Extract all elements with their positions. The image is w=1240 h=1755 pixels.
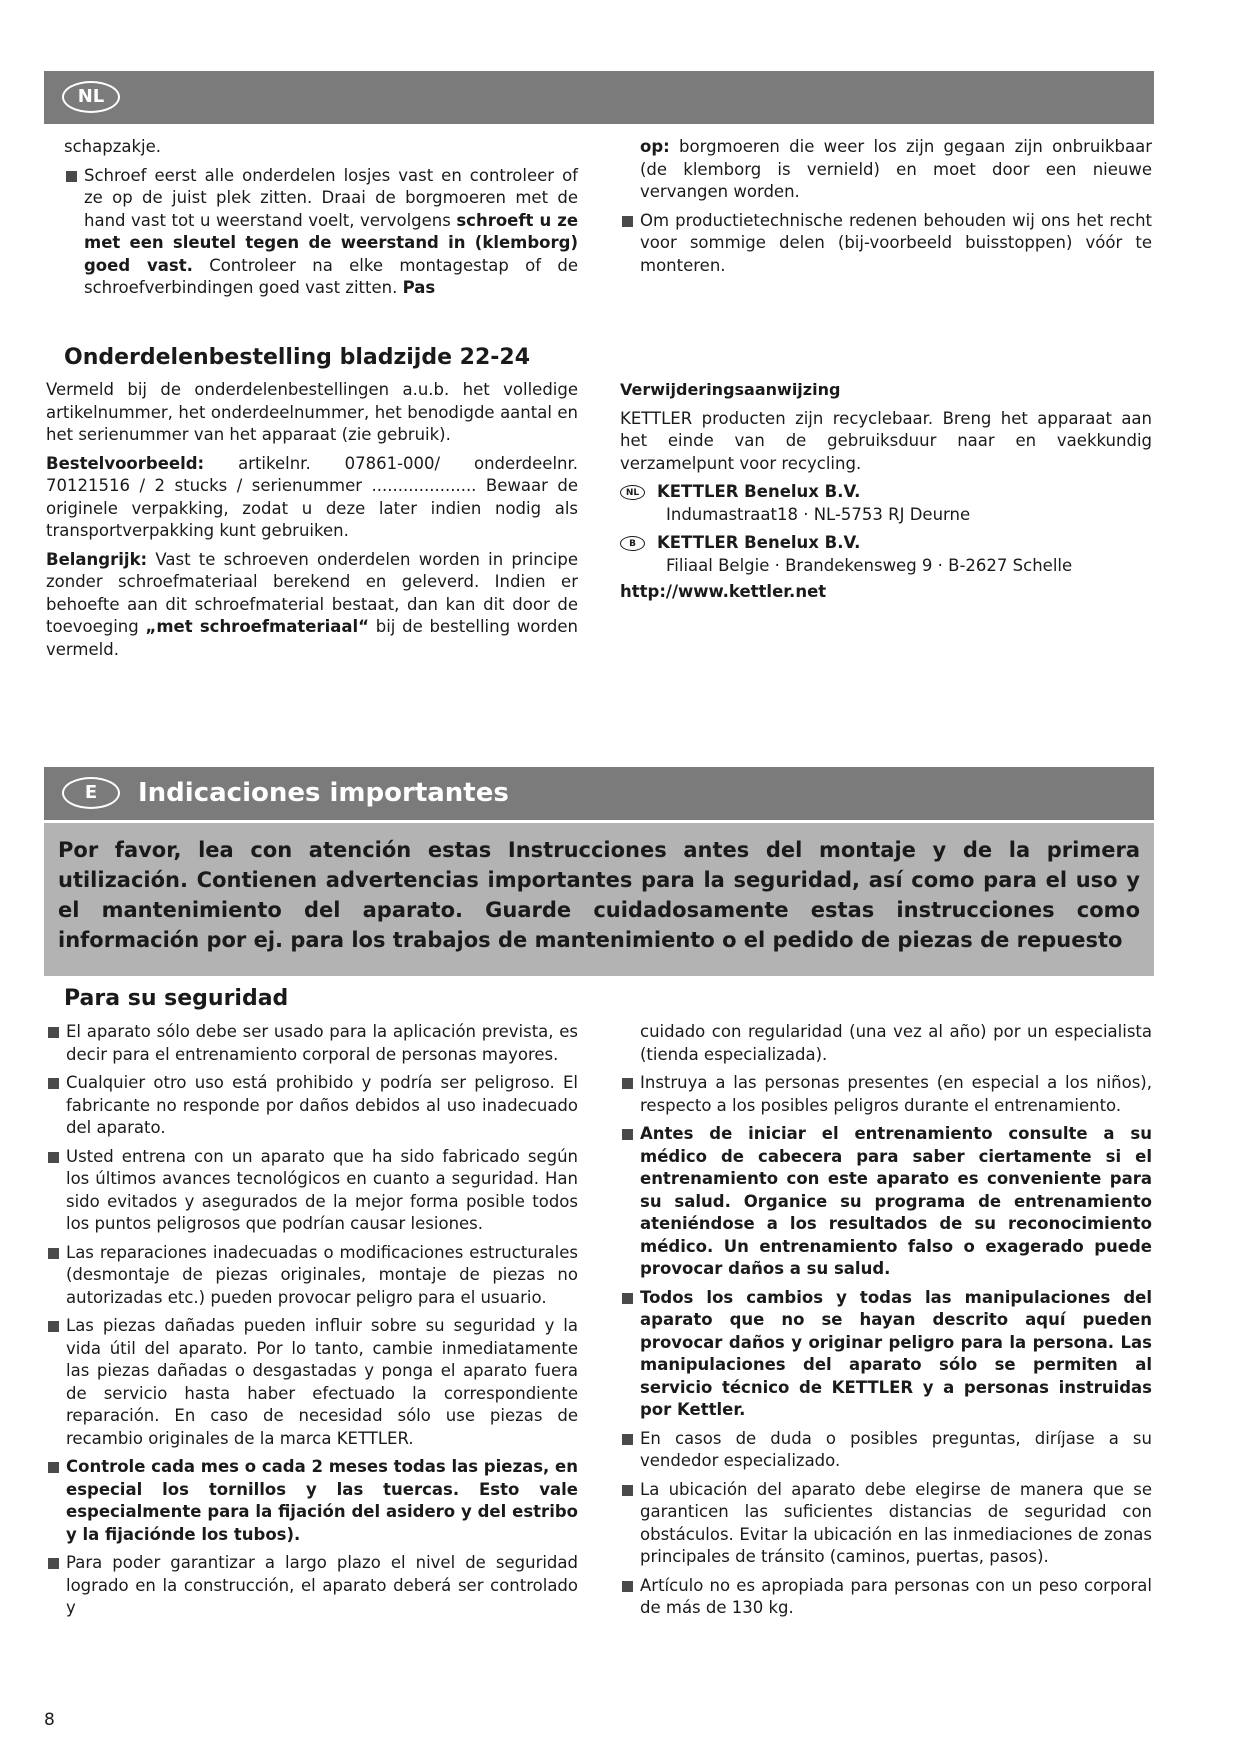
bullet-square-icon [622, 1129, 633, 1140]
country-b-badge: B [620, 536, 645, 551]
bullet-square-icon [48, 1248, 59, 1259]
country-nl-badge: NL [620, 485, 645, 500]
bullet-square-icon [66, 171, 77, 182]
list-item: Artículo no es apropiada para personas con un peso corporal de más de 130 kg. [620, 1575, 1152, 1620]
order-example: Bestelvoorbeeld: artikelnr. 07861-000/ onderdeelnr. 70121516 / 2 stucks / serienummer .................... Bewaar de originele verpakking, zodat u deze later indien nodig als transportverpakking kunt gebruiken. [46, 453, 578, 540]
continued-text: op: borgmoeren die weer los zijn gegaan zijn onbruikbaar (de klemborg is vernield) en moet door een nieuwe vervangen worden. [640, 137, 1152, 201]
disposal-section [620, 379, 1152, 604]
page-number: 8 [44, 1710, 55, 1730]
bullet-square-icon [622, 1293, 633, 1304]
list-item: Para poder garantizar a largo plazo el nivel de seguridad logrado en la construcción, el aparato deberá ser controlado y [46, 1552, 578, 1620]
list-item: La ubicación del aparato debe elegirse de manera que se garanticen las suficientes distancias de seguridad con obstáculos. Evitar la ubicación en las inmediaciones de zonas principales de tránsito (caminos, puertas, pasos). [620, 1479, 1152, 1569]
es-language-badge: E [62, 777, 120, 809]
list-item: El aparato sólo debe ser usado para la aplicación prevista, es decir para el entrenamiento corporal de personas mayores. [46, 1021, 578, 1066]
list-item: En casos de duda o posibles preguntas, diríjase a su vendedor especializado. [620, 1428, 1152, 1473]
list-item: Usted entrena con un aparato que ha sido fabricado según los últimos avances tecnológicos en cuanto a seguridad. Han sido evitados y asegurados de la mejor forma posible todos los puntos peligrosos que podrían causar lesiones. [46, 1146, 578, 1236]
bullet-square-icon [48, 1027, 59, 1038]
contact-nl: NL KETTLER Benelux B.V. Indumastraat18 · NL-5753 RJ Deurne [620, 481, 1152, 526]
list-item: Instruya a las personas presentes (en especial a los niños), respecto a los posibles peligros durante el entrenamiento. [620, 1072, 1152, 1117]
safety-right-column [620, 1021, 1152, 1626]
website-link[interactable]: http://www.kettler.net [620, 582, 827, 601]
bullet-square-icon [48, 1321, 59, 1332]
list-item: Todos los cambios y todas las manipulaciones del aparato que no se hayan descrito aquí pueden provocar daños y originar peligro para la persona. Las manipulaciones del aparato sólo se permiten al servicio técnico de KETTLER y a personas instruidas por Kettler. [620, 1287, 1152, 1422]
list-item: Antes de iniciar el entrenamiento consulte a su médico de cabecera para saber ciertamente si el entrenamiento con este aparato es conveniente para su salud. Organice su programa de entrenamiento ateniéndose a los resultados de su reconocimiento médico. Un entrenamiento falso o exagerado puede provocar daños a su salud. [620, 1123, 1152, 1281]
bullet-square-icon [622, 1434, 633, 1445]
intro-box: Por favor, lea con atención estas Instrucciones antes del montaje y de la primera utilización. Contienen advertencias importantes para la seguridad, así como para el uso y el mantenimiento del aparato. Guarde cuidadosamente estas instrucciones como información por ej. para los trabajos de mantenimiento o el pedido de piezas de repuesto [44, 823, 1154, 976]
important-note: Belangrijk: Vast te schroeven onderdelen worden in principe zonder schroefmateriaal berekend en geleverd. Indien er behoefte aan dit schroefmaterial bestaat, dan kan dit door de toevoeging „met schroefmateriaal“ bij de bestelling worden vermeld. [46, 549, 578, 659]
bullet-square-icon [48, 1152, 59, 1163]
list-item: Cualquier otro uso está prohibido y podría ser peligroso. El fabricante no responde por daños debidos al uso inadecuado del aparato. [46, 1072, 578, 1140]
parts-order-text: Vermeld bij de onderdelenbestellingen a.u.b. het volledige artikelnummer, het onderdeelnummer, het benodigde aantal en het serienummer van het apparaat (zie gebruik). Bestelvoorbeeld: artikelnr. 07861-000/ onderdeelnr. 70121516 / 2 stucks / serienummer .................... Bewaar de originele verpakking, zodat u deze later indien nodig als transportverpakking kunt gebruiken. Belangrijk: Vast te schroeven onderdelen worden in principe zonder schroefmateriaal berekend en geleverd. Indien er behoefte aan dit schroefmaterial bestaat, dan kan dit door de toevoeging „met schroefmateriaal“ bij de bestelling worden vermeld. [46, 379, 578, 667]
es-section-title: Indicaciones importantes [138, 778, 509, 808]
list-item: Controle cada mes o cada 2 meses todas las piezas, en especial los tornillos y las tuercas. Esto vale especialmente para la fijación del asidero y del estribo y la fijaciónde los tubos). [46, 1456, 578, 1546]
bullet-square-icon [622, 1485, 633, 1496]
bullet-square-icon [622, 1581, 633, 1592]
nl-top-right-column [620, 136, 1152, 283]
contact-b: B KETTLER Benelux B.V. Filiaal Belgie · Brandekensweg 9 · B-2627 Schelle [620, 532, 1152, 577]
safety-left-column [46, 1021, 578, 1626]
continued-text: cuidado con regularidad (una vez al año) por un especialista (tienda especializada). [640, 1022, 1152, 1064]
list-item: Om productietechnische redenen behouden wij ons het recht voor sommige delen (bij-voorbeeld buisstoppen) vóór te monteren. [620, 210, 1152, 278]
nl-language-badge: NL [62, 81, 120, 113]
bullet-square-icon [622, 1078, 633, 1089]
list-item: Las reparaciones inadecuadas o modificaciones estructurales (desmontaje de piezas originales, montaje de piezas no autorizadas etc.) pueden provocar peligro para el usuario. [46, 1242, 578, 1310]
disposal-heading: Verwijderingsaanwijzing [620, 380, 841, 399]
es-header-bar [44, 767, 1154, 820]
bullet-square-icon [48, 1462, 59, 1473]
continued-text: schapzakje. [64, 137, 162, 156]
disposal-text: KETTLER producten zijn recyclebaar. Breng het apparaat aan het einde van de gebruiksduur naar en vaekkundig verzamelpunt voor recycling. [620, 408, 1152, 473]
list-item: Las piezas dañadas pueden influir sobre su seguridad y la vida útil del aparato. Por lo tanto, cambie inmediatamente las piezas dañadas o desgastadas y ponga el aparato fuera de servicio hasta haber efectuado la correspondiente reparación. En caso de necesidad sólo use piezas de recambio originales de la marca KETTLER. [46, 1315, 578, 1450]
safety-heading: Para su seguridad [64, 986, 289, 1011]
bullet-square-icon [48, 1558, 59, 1569]
list-item: Schroef eerst alle onderdelen losjes vast en controleer of ze op de juist plek zitten. Draai de borgmoeren met de hand vast tot u weerstand voelt, vervolgens schroeft u ze met een sleutel tegen de weerstand in (klemborg) goed vast. Controleer na elke montagestap of de schroefverbindingen goed vast zitten. Pas [64, 165, 578, 300]
nl-header-bar [44, 71, 1154, 124]
bullet-square-icon [48, 1078, 59, 1089]
bullet-square-icon [622, 216, 633, 227]
parts-order-heading: Onderdelenbestelling bladzijde 22-24 [64, 345, 531, 370]
nl-top-left-column [64, 136, 578, 306]
